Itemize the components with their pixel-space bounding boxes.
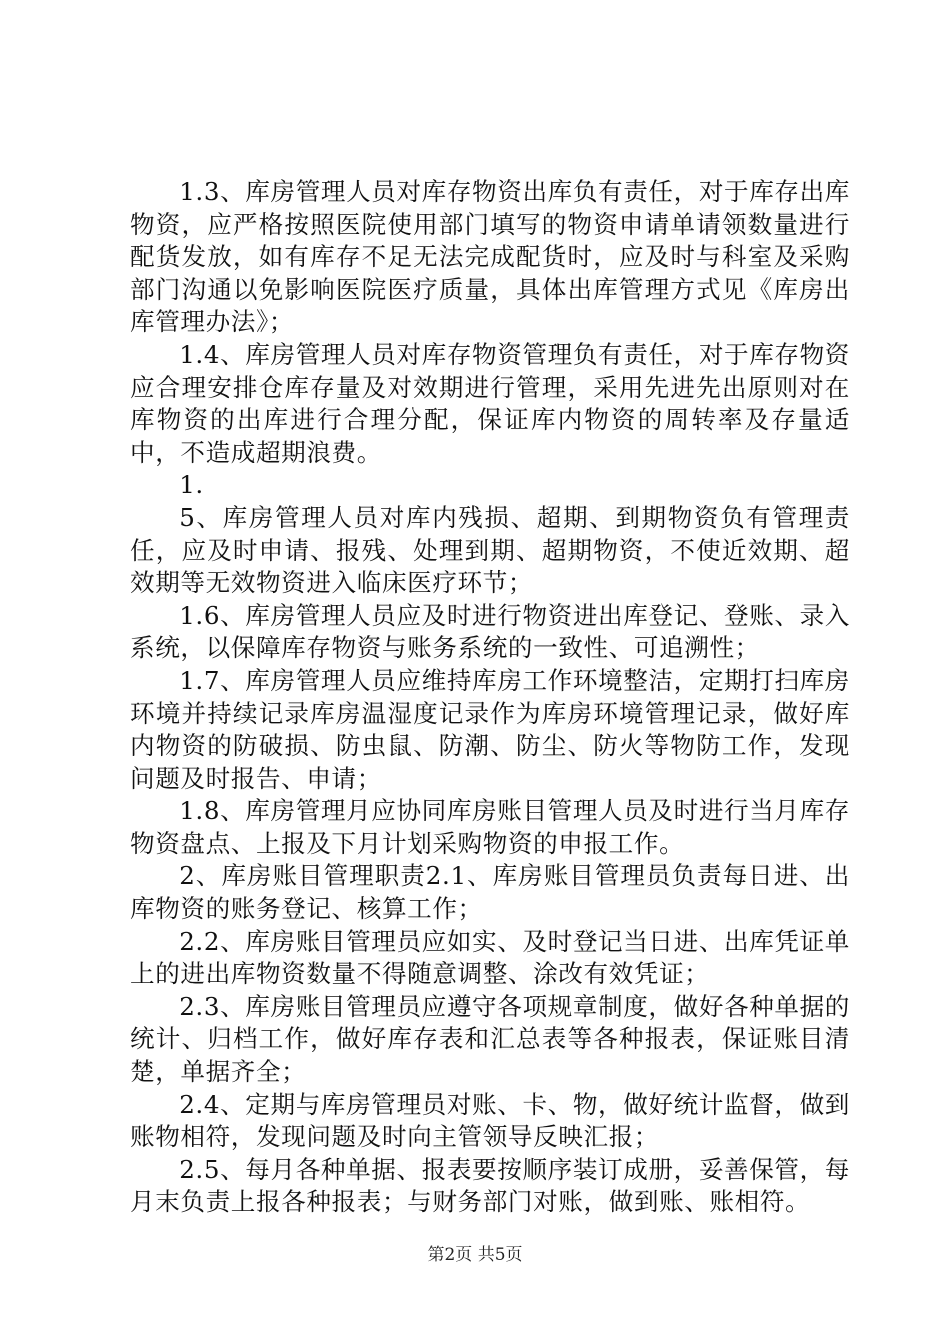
paragraph-2-2: 2.2、库房账目管理员应如实、及时登记当日进、出库凭证单上的进出库物资数量不得随意调整、涂改有效凭证；: [130, 926, 850, 989]
paragraph-2-5: 2.5、每月各种单据、报表要按顺序装订成册，妥善保管，每月末负责上报各种报表；与财务部门对账，做到账、账相符。: [130, 1154, 850, 1217]
paragraph-1-8: 1.8、库房管理月应协同库房账目管理人员及时进行当月库存物资盘点、上报及下月计划采购物资的申报工作。: [130, 796, 850, 858]
paragraph-1-7: 1.7、库房管理人员应维持库房工作环境整洁，定期打扫库房环境并持续记录库房温湿度记录作为库房环境管理记录，做好库内物资的防破损、防虫鼠、防潮、防尘、防火等物防工作，发现问题及时报告、申请；: [130, 665, 850, 793]
paragraph-1-3: 1.3、库房管理人员对库存物资出库负有责任，对于库存出库物资，应严格按照医院使用部门填写的物资申请单请领数量进行配货发放，如有库存不足无法完成配货时，应及时与科室及采购部门沟通以免影响医院医疗质量，具体出库管理方式见《库房出库管理办法》；: [130, 177, 850, 337]
paragraph-1-4: 1.4、库房管理人员对库存物资管理负有责任，对于库存物资应合理安排仓库存量及对效期进行管理，采用先进先出原则对在库物资的出库进行合理分配，保证库内物资的周转率及存量适中，不造成超期浪费。: [130, 339, 850, 467]
page-number-footer: 第2页 共5页: [427, 1245, 523, 1265]
paragraph-2-3: 2.3、库房账目管理员应遵守各项规章制度，做好各种单据的统计、归档工作，做好库存表和汇总表等各种报表，保证账目清楚，单据齐全；: [130, 991, 850, 1087]
paragraph-1-6: 1.6、库房管理人员应及时进行物资进出库登记、登账、录入系统，以保障库存物资与账务系统的一致性、可追溯性；: [130, 600, 850, 663]
paragraph-1-5: 5、库房管理人员对库内残损、超期、到期物资负有管理责任，应及时申请、报残、处理到期、超期物资，不使近效期、超效期等无效物资进入临床医疗环节；: [130, 502, 850, 598]
paragraph-2-1: 2、库房账目管理职责2.1、库房账目管理员负责每日进、出库物资的账务登记、核算工作；: [130, 861, 850, 924]
paragraph-2-4: 2.4、定期与库房管理员对账、卡、物，做好统计监督，做到账物相符，发现问题及时向主管领导反映汇报；: [130, 1089, 850, 1152]
document-body: [130, 176, 850, 1219]
paragraph-1-fragment: 1.: [179, 470, 204, 500]
